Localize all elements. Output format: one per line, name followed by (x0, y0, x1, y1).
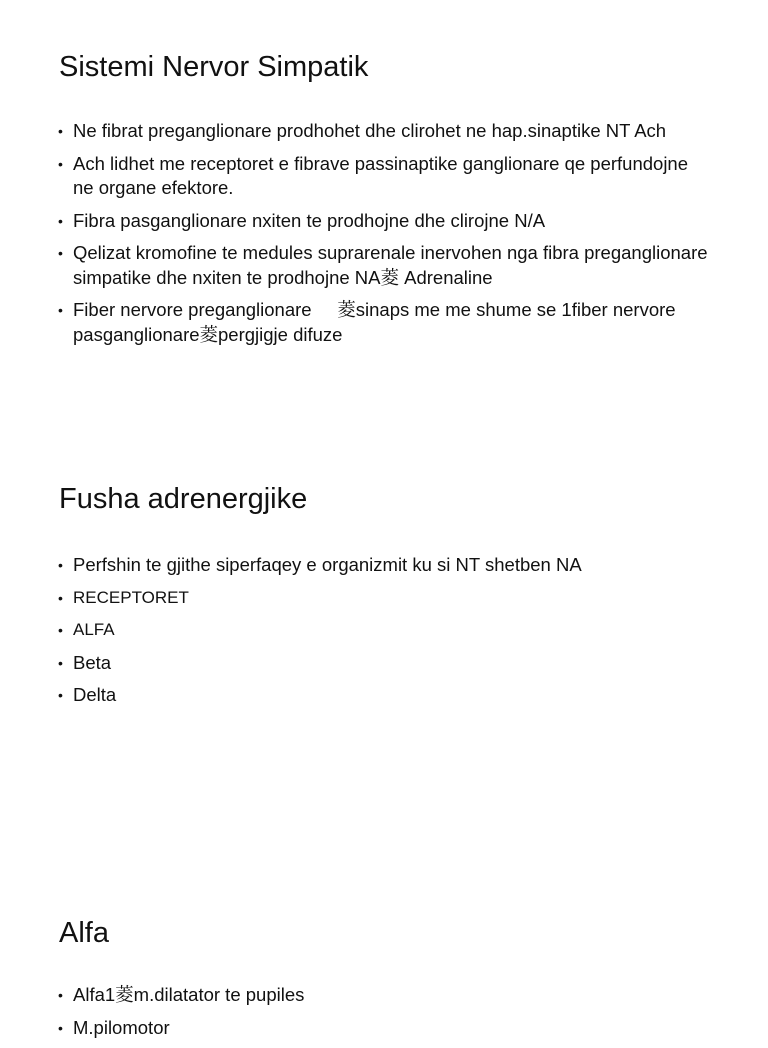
list-item (58, 553, 708, 578)
list-item (58, 586, 708, 611)
bullet-text: Fiber nervore preganglionare 菱sinaps me me shume se 1fiber nervore pasganglionare菱pergjigje difuze (73, 299, 676, 345)
bullet-icon: • (58, 557, 63, 573)
bullet-text: Beta (73, 651, 112, 673)
list-item (58, 209, 708, 234)
list-item (58, 683, 708, 708)
bullet-icon: • (58, 1019, 63, 1036)
bullet-icon: • (58, 589, 63, 606)
bullet-text: Fibra pasganglionare nxiten te prodhojne dhe clirojne N/A (73, 209, 546, 231)
bullet-icon: • (58, 987, 63, 1003)
bullet-text: Ach lidhet me receptoret e fibrave passinaptike ganglionare qe perfundojne ne organe efektore. (73, 152, 689, 198)
slide-title: Alfa (59, 917, 109, 949)
bullet-text: Perfshin te gjithe siperfaqey e organizmit ku si NT shetben NA (73, 554, 582, 575)
bullet-icon: • (58, 212, 63, 229)
slide-title: Fusha adrenergjike (59, 483, 308, 515)
bullet-text: Ne fibrat preganglionare prodhohet dhe clirohet ne hap.sinaptike NT Ach (73, 120, 667, 141)
bullet-text: Qelizat kromofine te medules suprarenale inervohen nga fibra preganglionare simpatike dhe nxiten te prodhojne NA菱 Adrenaline (73, 242, 708, 288)
bullet-list (58, 553, 708, 716)
list-item (58, 241, 708, 290)
bullet-list (58, 119, 708, 355)
list-item (58, 298, 708, 347)
bullet-icon: • (58, 123, 63, 139)
list-item (58, 618, 708, 643)
list-item (58, 983, 708, 1008)
list-item (58, 152, 708, 201)
bullet-icon: • (58, 622, 63, 638)
bullet-icon: • (58, 687, 63, 703)
bullet-text: M.pilomotor (73, 1016, 170, 1038)
bullet-icon: • (58, 245, 63, 261)
list-item (58, 1016, 708, 1041)
bullet-icon: • (58, 302, 63, 318)
list-item (58, 119, 708, 144)
bullet-text: Delta (73, 684, 117, 705)
slide-title: Sistemi Nervor Simpatik (59, 51, 369, 83)
list-item (58, 651, 708, 676)
bullet-text: ALFA (73, 620, 115, 639)
bullet-icon: • (58, 654, 63, 671)
bullet-text: RECEPTORET (73, 587, 189, 607)
bullet-icon: • (58, 155, 63, 172)
bullet-list (58, 983, 708, 1048)
bullet-text: Alfa1菱m.dilatator te pupiles (73, 984, 305, 1005)
